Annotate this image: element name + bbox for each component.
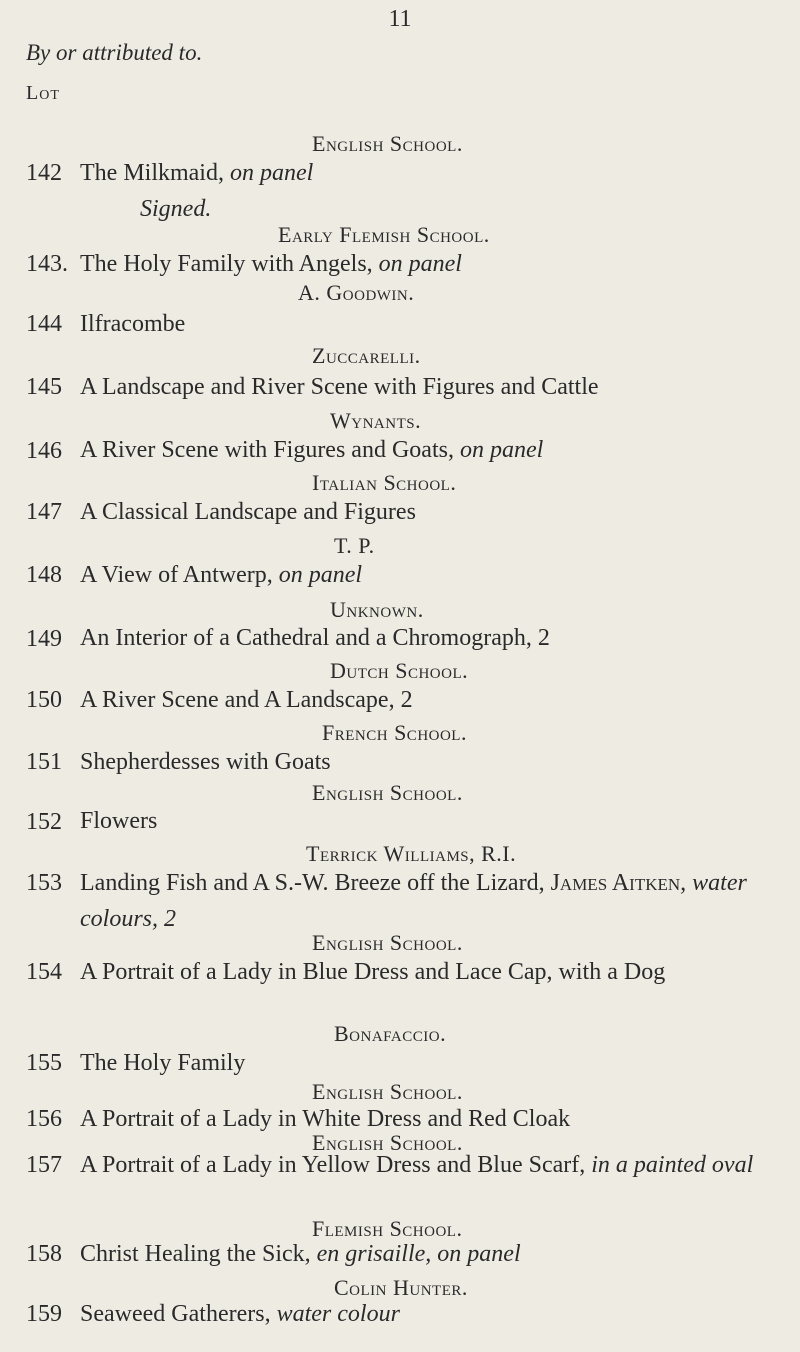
lot-title: Shepherdesses with Goats [80,748,331,775]
lot-number: 159 [26,1301,62,1328]
lot-title: A Portrait of a Lady in White Dress and Red Cloak [80,1105,571,1132]
lot-number: 157 [26,1152,62,1179]
lot-number: 150 [26,687,62,714]
lot-title: A Landscape and River Scene with Figures and Cattle [80,374,599,401]
catalogue-subtitle: By or attributed to. [26,40,203,65]
lot-number: 154 [26,959,62,986]
lot-title: A Portrait of a Lady in Yellow Dress and Blue Scarf, in a painted oval [80,1152,754,1179]
artist-heading: Unknown. [330,596,424,622]
page-number: 11 [388,6,412,32]
lot-title: The Holy Family [80,1049,246,1076]
artist-heading: Colin Hunter. [334,1275,468,1301]
lot-number: 147 [26,499,62,526]
lot-medium: on panel [453,437,544,464]
lot-title: A River Scene and A Landscape, 2 [80,687,413,714]
artist-heading: Wynants. [330,408,422,434]
lot-number: 148 [26,562,62,589]
lot-title: A View of Antwerp, on panel [80,562,363,589]
artist-heading: Bonafaccio. [334,1020,447,1046]
artist-heading: Early Flemish School. [278,222,490,248]
lot-title: The Milkmaid, on panel Signed. [80,155,780,227]
lot-number: 142 [26,160,62,187]
artist-heading: Dutch School. [330,658,469,684]
lot-medium: water colour [270,1300,400,1327]
artist-heading: Zuccarelli. [312,343,421,369]
lot-note: Signed. [140,196,212,223]
artist-heading: Terrick Williams, R.I. [306,841,517,867]
lot-number: 153 [26,870,62,897]
lot-number: 155 [26,1049,62,1076]
artist-heading: A. Goodwin. [298,280,415,306]
lot-number: 149 [26,625,62,652]
lot-title: Seaweed Gatherers, water colour [80,1300,400,1327]
artist-heading: Italian School. [312,470,457,495]
lot-title: A River Scene with Figures and Goats, on panel [80,437,544,464]
artist-heading: English School. [312,131,463,157]
lot-inline-artist: James Aitken [550,870,681,896]
lot-number: 156 [26,1106,62,1133]
lot-title: Landing Fish and A S.-W. Breeze off the Lizard, James Aitken, water colours, 2 [80,870,747,932]
artist-heading: English School. [312,1130,463,1156]
lot-medium: , water colours, 2 [80,870,747,932]
lot-number: 144 [26,310,62,337]
lot-number: 145 [26,374,62,401]
artist-heading: English School. [312,1078,463,1104]
lot-number: 158 [26,1241,62,1268]
lot-title: Christ Healing the Sick, en grisaille, on panel [80,1241,521,1268]
lot-medium: in a painted oval [585,1152,754,1179]
lot-medium: on panel [223,160,314,187]
lot-number: 151 [26,748,62,775]
artist-heading: English School. [312,779,463,805]
artist-heading: Flemish School. [312,1215,463,1241]
artist-heading: T. P. [334,533,375,559]
lot-title: The Holy Family with Angels, on panel [80,250,462,277]
lot-medium: on panel [272,562,363,589]
lot-title: An Interior of a Cathedral and a Chromograph, 2 [80,625,550,652]
lot-number: 146 [26,437,62,464]
lot-title: Flowers [80,808,158,835]
artist-heading: French School. [322,719,467,745]
lot-title: A Portrait of a Lady in Blue Dress and Lace Cap, with a Dog [80,958,666,985]
lot-column-header: Lot [26,82,60,104]
lot-number: 152 [26,808,62,835]
artist-heading: English School. [312,929,463,955]
lot-number: 143. [26,251,68,278]
lot-title: Ilfracombe [80,310,186,337]
lot-medium: en grisaille, on panel [310,1241,521,1268]
lot-title: A Classical Landscape and Figures [80,498,416,525]
lot-medium: on panel [372,250,462,277]
